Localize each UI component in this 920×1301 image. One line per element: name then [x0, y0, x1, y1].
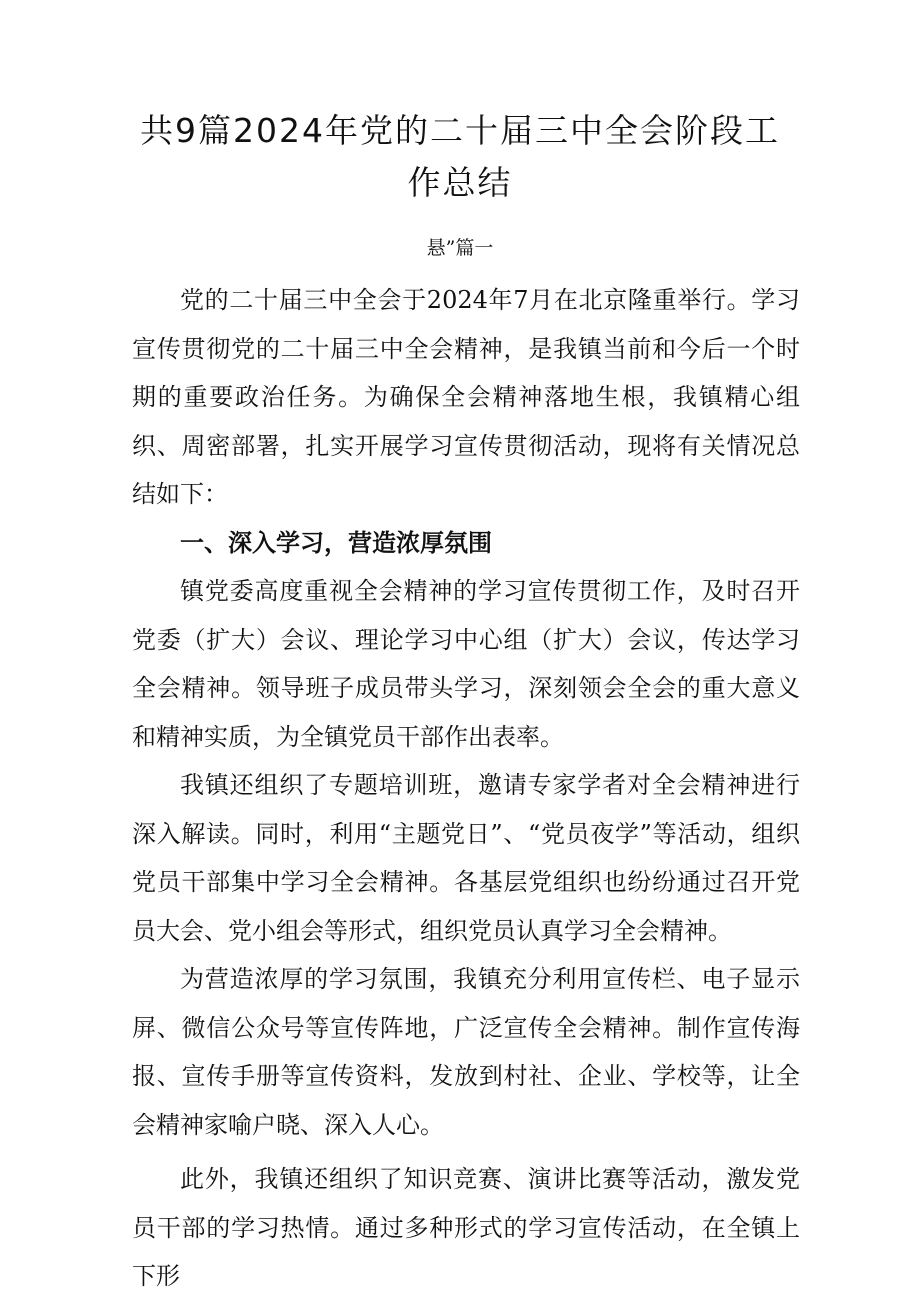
document-body — [132, 276, 800, 1301]
paragraph: 此外，我镇还组织了知识竞赛、演讲比赛等活动，激发党员干部的学习热情。通过多种形式的学习宣传活动，在全镇上下形 — [132, 1165, 800, 1290]
paragraph-intro: 党的二十届三中全会于2024年7月在北京隆重举行。学习宣传贯彻党的二十届三中全会精神，是我镇当前和今后一个时期的重要政治任务。为确保全会精神落地生根，我镇精心组织、周密部署，扎实开展学习宣传贯彻活动，现将有关情况总结如下： — [132, 286, 800, 508]
paragraph: 我镇还组织了专题培训班，邀请专家学者对全会精神进行深入解读。同时，利用“主题党日”、“党员夜学”等活动，组织党员干部集中学习全会精神。各基层党组织也纷纷通过召开党员大会、党小组会等形式，组织党员认真学习全会精神。 — [132, 771, 800, 945]
section-heading: 一、深入学习，营造浓厚氛围 — [180, 528, 492, 557]
document-title: 共9篇2024年党的二十届三中全会阶段工作总结 — [140, 111, 780, 202]
paragraph: 镇党委高度重视全会精神的学习宣传贯彻工作，及时召开党委（扩大）会议、理论学习中心组（扩大）会议，传达学习全会精神。领导班子成员带头学习，深刻领会全会的重大意义和精神实质，为全镇党员干部作出表率。 — [132, 577, 800, 751]
section-label: 悬”篇一 — [426, 237, 494, 259]
paragraph: 为营造浓厚的学习氛围，我镇充分利用宣传栏、电子显示屏、微信公众号等宣传阵地，广泛宣传全会精神。制作宣传海报、宣传手册等宣传资料，发放到村社、企业、学校等，让全会精神家喻户晓、深入人心。 — [132, 965, 800, 1139]
